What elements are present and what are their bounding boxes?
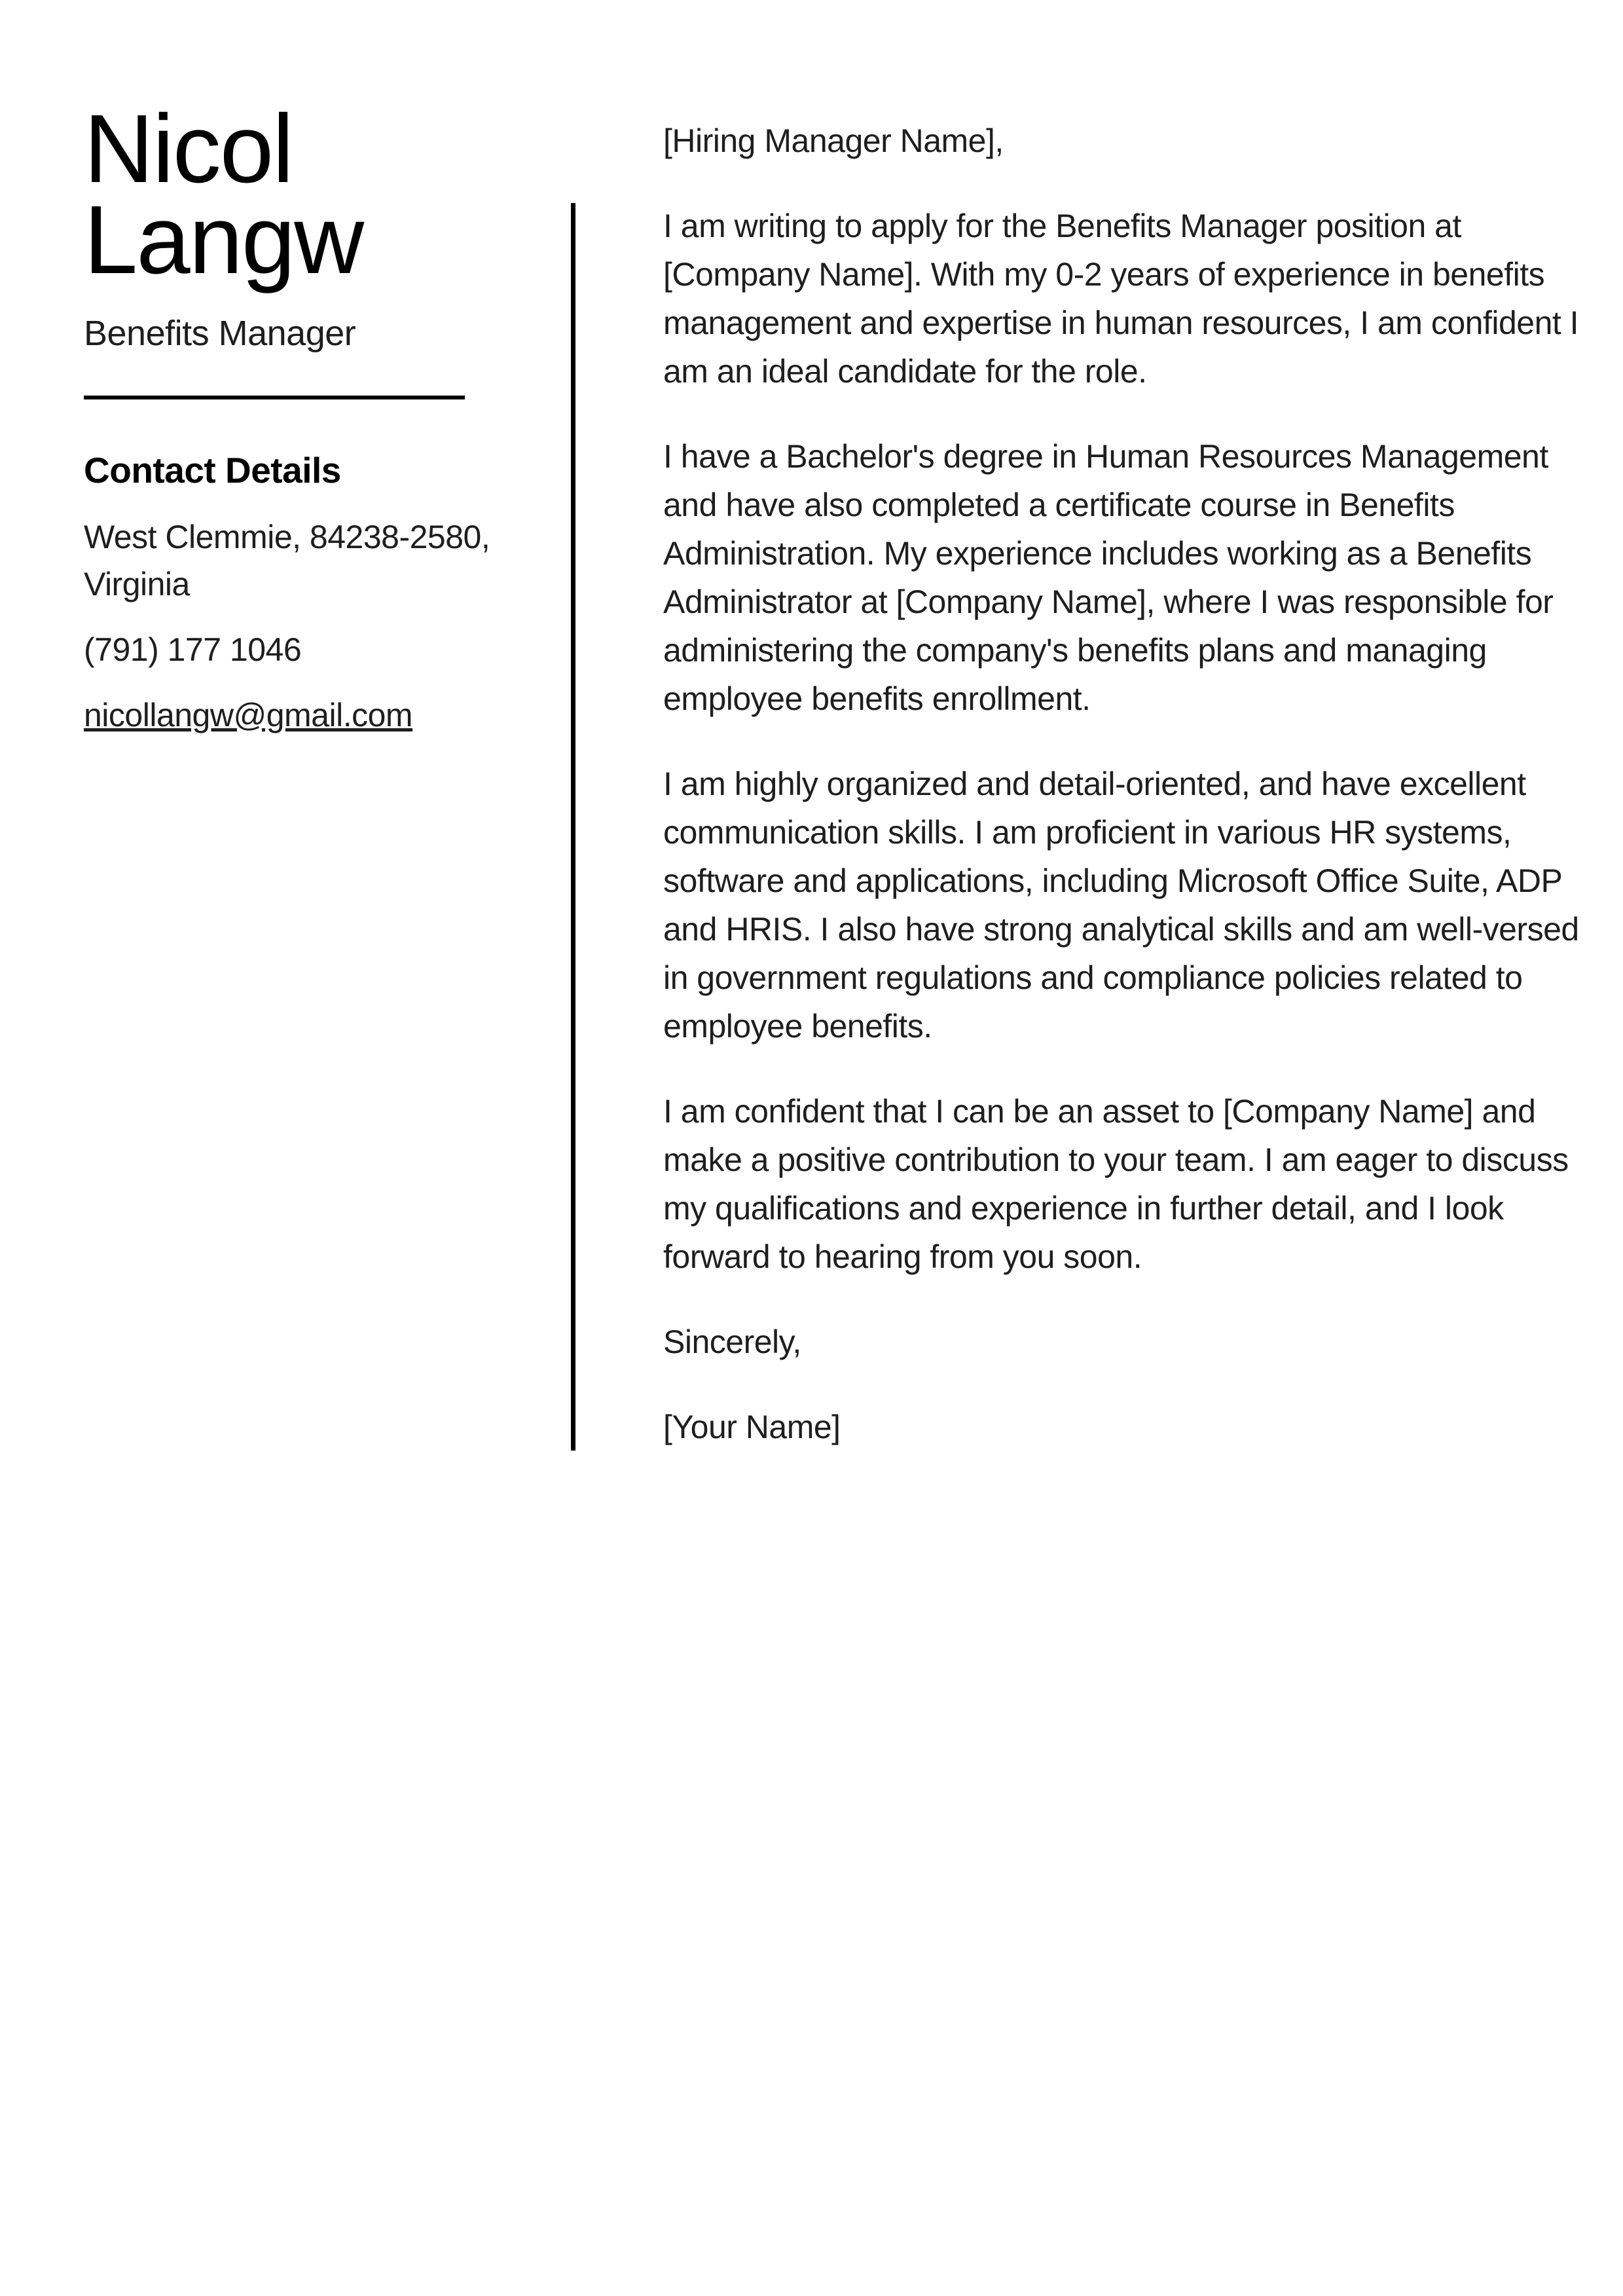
letter-paragraph: I am confident that I can be an asset to [Company Name] and make a positive contribution to your team. I am eager to discuss my qualifications and experience in further detail, and I look forward to hearing from you soon. bbox=[663, 1093, 1569, 1275]
candidate-name bbox=[84, 95, 542, 295]
contact-email bbox=[84, 692, 542, 739]
candidate-name-line2: Langw bbox=[84, 186, 363, 295]
email-link[interactable]: nicollangw@gmail.com bbox=[84, 696, 413, 733]
contact-details-heading: Contact Details bbox=[84, 449, 341, 491]
job-title: Benefits Manager bbox=[84, 314, 356, 354]
contact-phone: (791) 177 1046 bbox=[84, 631, 302, 668]
letter-paragraph: I am highly organized and detail-oriented, and have excellent communication skills. I am proficient in various HR systems, software and applications, including Microsoft Office Suite, ADP and HRIS. I also have strong analytical skills and am well-versed in government regulations and compliance policies related to employee benefits. bbox=[663, 766, 1579, 1045]
sidebar-divider-rule bbox=[84, 396, 465, 399]
letter-closing: Sincerely, bbox=[663, 1324, 801, 1360]
letter-signature: [Your Name] bbox=[663, 1409, 841, 1445]
vertical-divider bbox=[571, 203, 575, 1451]
letter-body bbox=[663, 117, 1593, 1451]
candidate-name-line1: Nicol bbox=[84, 95, 293, 203]
sidebar bbox=[84, 95, 542, 739]
salutation: [Hiring Manager Name], bbox=[663, 122, 1004, 159]
letter-paragraph: I have a Bachelor's degree in Human Resources Management and have also completed a certificate course in Benefits Administration. My experience includes working as a Benefits Administrator at [Company Name], where I was responsible for administering the company's benefits plans and managing employee benefits enrollment. bbox=[663, 438, 1554, 717]
letter-paragraph: I am writing to apply for the Benefits Manager position at [Company Name]. With my 0-2 years of experience in benefits management and expertise in human resources, I am confident I am an ideal candidate for the role. bbox=[663, 208, 1579, 390]
contact-address: West Clemmie, 84238-2580, Virginia bbox=[84, 518, 490, 602]
